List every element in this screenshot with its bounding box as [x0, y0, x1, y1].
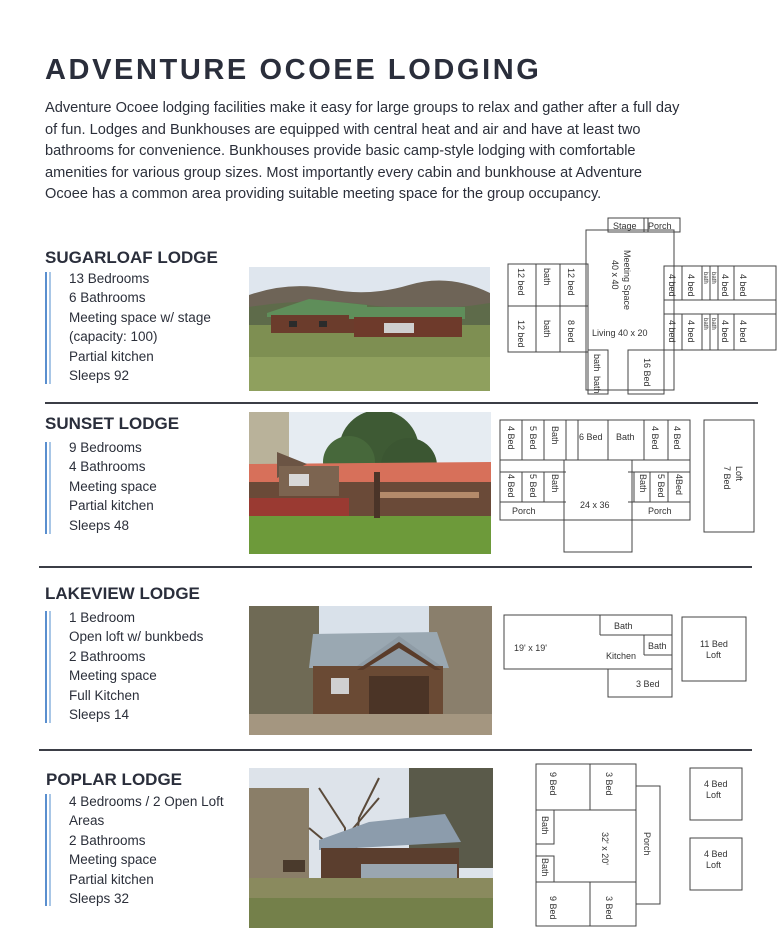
feature-item: Sleeps 48 — [69, 517, 130, 533]
sunset-room-label: 5 Bed — [656, 474, 666, 498]
sugarloaf-room-label: bath — [710, 318, 716, 330]
feature-item: Partial kitchen — [69, 498, 154, 514]
sugarloaf-room-label: 12 bed — [516, 320, 526, 348]
sugarloaf-room-label: 4 bed — [667, 320, 677, 343]
feature-item: 13 Bedrooms — [69, 271, 150, 286]
sugarloaf-features — [69, 269, 211, 385]
feature-item: 4 Bathrooms — [69, 459, 146, 475]
sugarloaf-lodge-photo — [249, 267, 490, 391]
poplar-loft-beds: 4 Bed — [704, 849, 728, 859]
sugarloaf-floor-plan — [506, 216, 776, 396]
sugarloaf-room-label: 8 bed — [566, 320, 576, 343]
sugarloaf-stage-label: Stage — [613, 221, 637, 231]
feature-item: 2 Bathrooms — [69, 648, 146, 664]
sunset-room-label: 6 Bed — [579, 432, 603, 442]
page-title: ADVENTURE OCOEE LODGING — [45, 54, 542, 86]
sunset-main-room-label: 24 x 36 — [580, 500, 610, 510]
lakeview-lodge-photo — [249, 606, 492, 735]
feature-item: Sleeps 32 — [69, 891, 130, 907]
sunset-room-label: 5 Bed — [528, 426, 538, 450]
lakeview-main-room-label: 19' x 19' — [514, 643, 547, 653]
sugarloaf-accent-bars — [45, 272, 53, 384]
sugarloaf-room-label: bath — [592, 376, 602, 394]
lakeview-loft-beds: 11 Bed — [700, 639, 728, 649]
poplar-room-label: Bath — [540, 816, 550, 835]
sunset-features — [69, 438, 157, 535]
lakeview-loft-label: Loft — [706, 650, 722, 660]
poplar-floor-plan — [534, 762, 746, 928]
sunset-loft-label: Loft — [734, 466, 744, 482]
feature-item: Meeting space — [69, 852, 157, 868]
feature-item: Meeting space — [69, 478, 157, 494]
sunset-loft-beds: 7 Bed — [722, 466, 732, 490]
sugarloaf-lodge-title: SUGARLOAF LODGE — [45, 248, 218, 267]
feature-item: Full Kitchen — [69, 687, 140, 703]
feature-item: (capacity: 100) — [69, 329, 158, 345]
sugarloaf-meeting-label: Meeting Space — [622, 250, 632, 311]
sunset-room-label: Bath — [616, 432, 635, 442]
feature-item: Areas — [69, 813, 105, 829]
sugarloaf-room-label: 16 Bed — [642, 358, 652, 387]
feature-item: Sleeps 92 — [69, 368, 130, 384]
sunset-room-label: 4 Bed — [672, 426, 682, 450]
feature-item: 1 Bedroom — [69, 610, 136, 625]
sunset-room-label: Bath — [638, 474, 648, 493]
feature-item: 2 Bathrooms — [69, 832, 146, 848]
sugarloaf-room-label: 4 bed — [738, 320, 748, 343]
feature-item: 4 Bedrooms / 2 Open Loft — [69, 794, 224, 809]
sugarloaf-room-label: bath — [702, 318, 708, 330]
intro-paragraph — [45, 98, 685, 206]
poplar-lodge-title: POPLAR LODGE — [46, 770, 183, 789]
sugarloaf-room-label: 4 bed — [720, 274, 730, 297]
feature-item: Sleeps 14 — [69, 707, 130, 723]
sunset-room-label: 4 Bed — [650, 426, 660, 450]
sugarloaf-room-label: 4 bed — [686, 274, 696, 297]
poplar-main-room-label: 32' x 20' — [600, 832, 610, 865]
sugarloaf-room-label: 12 bed — [516, 268, 526, 296]
sugarloaf-porch-label: Porch — [648, 221, 672, 231]
sugarloaf-meeting-size: 40 x 40 — [610, 260, 620, 290]
sugarloaf-room-label: 4 bed — [738, 274, 748, 297]
sugarloaf-room-label: 12 bed — [566, 268, 576, 296]
sunset-room-label: 5 Bed — [528, 474, 538, 498]
sunset-accent-bars — [45, 442, 53, 534]
lakeview-features — [69, 608, 203, 724]
section-divider — [39, 566, 752, 568]
lakeview-floor-plan — [502, 613, 752, 699]
poplar-room-label: Bath — [540, 858, 550, 877]
feature-item: Meeting space — [69, 668, 157, 684]
sugarloaf-living-label: Living 40 x 20 — [592, 328, 648, 338]
section-divider — [45, 402, 758, 404]
sugarloaf-room-label: 4 bed — [667, 274, 677, 297]
sugarloaf-room-label: 4 bed — [686, 320, 696, 343]
lakeview-accent-bars — [45, 611, 53, 723]
poplar-loft-label: Loft — [706, 860, 722, 870]
section-divider — [39, 749, 752, 751]
sugarloaf-room-label: bath — [702, 272, 708, 284]
sugarloaf-room-label: bath — [592, 354, 602, 372]
poplar-lodge-photo — [249, 768, 493, 928]
poplar-room-label: 3 Bed — [604, 772, 614, 796]
poplar-accent-bars — [45, 794, 53, 906]
feature-item: Partial kitchen — [69, 348, 154, 364]
sunset-room-label: 4 Bed — [506, 426, 516, 450]
sunset-room-label: 4 Bed — [506, 474, 516, 498]
lakeview-lodge-title: LAKEVIEW LODGE — [45, 584, 200, 603]
poplar-porch-label: Porch — [642, 832, 652, 856]
feature-item: 9 Bedrooms — [69, 440, 142, 455]
sunset-floor-plan — [498, 416, 760, 556]
sugarloaf-room-label: bath — [710, 272, 716, 284]
lakeview-room-label: Bath — [648, 641, 667, 651]
lakeview-room-label: Bath — [614, 621, 633, 631]
sunset-lodge-photo — [249, 412, 491, 554]
intro-text: Adventure Ocoee lodging facilities make it easy for large groups to relax and gather after a full day of fun. Lodges and Bunkhouses are equipped with central heat and air and have at least two bathrooms for convenience. Bunkhouses provide basic camp-style lodging with comfortable amenities for various group sizes. Most importantly every cabin and bunkhouse at Adventure Ocoee has a common area providing suitable meeting space for the group occupancy. — [45, 100, 680, 202]
sunset-room-label: Porch — [648, 506, 672, 516]
poplar-room-label: 9 Bed — [548, 772, 558, 796]
feature-item: Partial kitchen — [69, 871, 154, 887]
lakeview-room-label: 3 Bed — [636, 679, 660, 689]
poplar-loft-label: Loft — [706, 790, 722, 800]
sunset-room-label: Porch — [512, 506, 536, 516]
sunset-room-label: 4Bed — [674, 474, 684, 496]
sunset-room-label: Bath — [550, 474, 560, 493]
poplar-features — [69, 792, 224, 908]
sugarloaf-room-label: bath — [542, 268, 552, 286]
sugarloaf-room-label: bath — [542, 320, 552, 338]
sugarloaf-room-label: 4 bed — [720, 320, 730, 343]
poplar-loft-beds: 4 Bed — [704, 779, 728, 789]
sunset-room-label: Bath — [550, 426, 560, 445]
feature-item: 6 Bathrooms — [69, 290, 146, 306]
poplar-room-label: 9 Bed — [548, 896, 558, 920]
feature-item: Meeting space w/ stage — [69, 309, 211, 325]
feature-item: Open loft w/ bunkbeds — [69, 629, 204, 645]
sunset-lodge-title: SUNSET LODGE — [45, 414, 180, 433]
poplar-room-label: 3 Bed — [604, 896, 614, 920]
lakeview-kitchen-label: Kitchen — [606, 651, 637, 661]
